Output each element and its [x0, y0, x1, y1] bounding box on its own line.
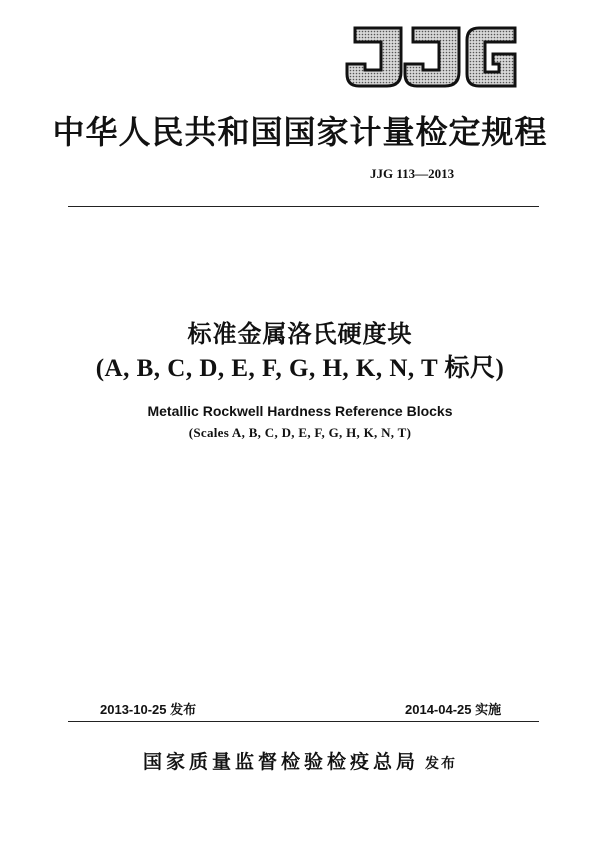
bottom-divider [68, 721, 539, 722]
implementation-date: 2014-04-25 实施 [405, 702, 502, 717]
issuer-name: 国家质量监督检验检疫总局 [142, 751, 419, 773]
chinese-title: 标准金属洛氏硬度块 [187, 320, 413, 348]
main-title: 中华人民共和国国家计量检定规程 [52, 113, 548, 151]
english-scales-subtitle: (Scales A, B, C, D, E, F, G, H, K, N, T) [188, 425, 412, 440]
issue-date: 2013-10-25 发布 [100, 702, 197, 717]
top-divider [68, 206, 539, 207]
chinese-scales-subtitle: (A, B, C, D, E, F, G, H, K, N, T 标尺) [95, 355, 505, 382]
english-title: Metallic Rockwell Hardness Reference Blocks [147, 403, 453, 419]
jjg-logo [343, 24, 519, 90]
issuer-suffix: 发布 [425, 756, 457, 772]
issuing-authority [0, 747, 600, 774]
standard-code: JJG 113—2013 [370, 166, 455, 181]
